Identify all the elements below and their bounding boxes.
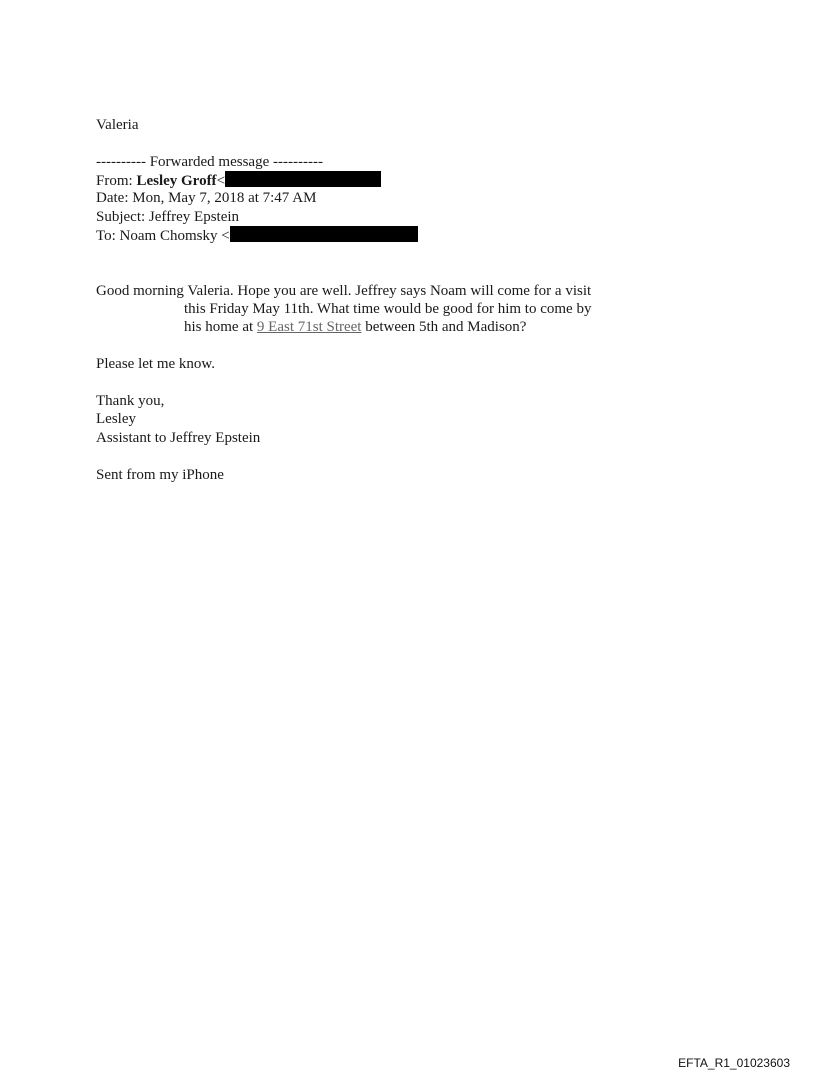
from-open-bracket: < xyxy=(216,173,226,189)
subject-line: Subject: Jeffrey Epstein xyxy=(96,209,240,225)
body-line-1: Good morning Valeria. Hope you are well. Jeffrey says Noam will come for a visit xyxy=(96,283,592,299)
redaction-block xyxy=(230,226,418,242)
from-label: From: xyxy=(96,173,133,189)
body-line-3 xyxy=(184,318,526,337)
greeting: Valeria xyxy=(96,117,139,133)
body-line-3-post: between 5th and Madison? xyxy=(365,319,527,335)
from-line xyxy=(96,171,381,191)
request-line: Please let me know. xyxy=(96,356,215,372)
body-line-2: this Friday May 11th. What time would be good for him to come by xyxy=(184,301,592,317)
date-line: Date: Mon, May 7, 2018 at 7:47 AM xyxy=(96,190,317,206)
signature-name: Lesley xyxy=(96,411,136,427)
forward-separator: ---------- Forwarded message ---------- xyxy=(96,154,323,170)
closing-line: Thank you, xyxy=(96,393,165,409)
body-line-3-pre: his home at xyxy=(184,319,254,335)
document-id-footer: EFTA_R1_01023603 xyxy=(678,1056,790,1070)
signature-title: Assistant to Jeffrey Epstein xyxy=(96,430,261,446)
from-name: Lesley Groff xyxy=(136,173,217,189)
address-link[interactable]: 9 East 71st Street xyxy=(256,319,362,335)
redaction-block xyxy=(225,171,381,187)
to-text: To: Noam Chomsky < xyxy=(96,228,230,244)
sent-from-line: Sent from my iPhone xyxy=(96,467,224,483)
to-line xyxy=(96,226,418,246)
